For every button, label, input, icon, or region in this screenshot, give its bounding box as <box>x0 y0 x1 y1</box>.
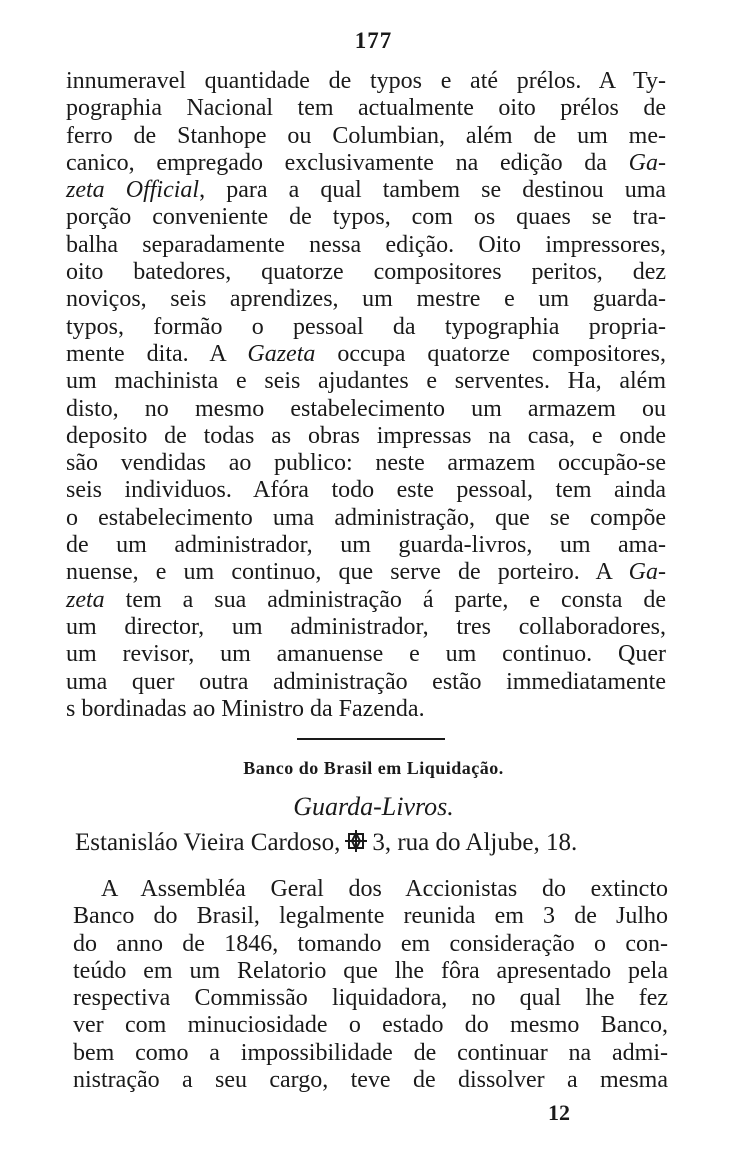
text-line: bem como a impossibilidade de continuar na admi- <box>73 1039 668 1066</box>
staff-entry <box>75 826 665 860</box>
entry-name: Estanisláo Vieira Cardoso, <box>75 829 341 856</box>
text-line: A Assembléa Geral dos Accionistas do extincto <box>101 876 668 902</box>
text-line: respectiva Commissão liquidadora, no qual lhe fez <box>73 985 668 1012</box>
text-line: um revisor, um amanuense e um continuo. Quer <box>66 641 666 668</box>
text-line: balha separadamente nessa edição. Oito impressores, <box>66 231 666 258</box>
section-subtitle: Guarda-Livros. <box>293 792 454 821</box>
text-line: teúdo em um Relatorio que lhe fôra apresentado pela <box>73 957 668 984</box>
text-line: Banco do Brasil, legalmente reunida em 3 de Julho <box>73 903 668 930</box>
text-line: ver com minuciosidade o estado do mesmo Banco, <box>73 1012 668 1039</box>
text-line: oito batedores, quatorze compositores peritos, dez <box>66 259 666 286</box>
order-cross-icon <box>344 829 368 853</box>
text-line: disto, no mesmo estabelecimento um armazem ou <box>66 395 666 422</box>
section-divider <box>297 738 445 740</box>
paragraph-typographia <box>66 68 666 723</box>
text-line: um machinista e seis ajudantes e serventes. Ha, além <box>66 368 666 395</box>
text-line: s bordinadas ao Ministro da Fazenda. <box>66 695 425 722</box>
text-line: são vendidas ao publico: neste armazem occupão-se <box>66 450 666 477</box>
text-line: zeta Official, para a qual tambem se destinou uma <box>66 177 667 204</box>
text-line: typos, formão o pessoal da typographia propria- <box>66 313 666 340</box>
text-line: uma quer outra administração estão immediatamente <box>66 668 666 695</box>
text-line: mente dita. A Gazeta occupa quatorze compositores, <box>66 340 666 367</box>
entry-address: 3, rua do Aljube, 18. <box>372 829 578 856</box>
section-title: Banco do Brasil em Liquidação. <box>243 758 504 778</box>
text-line: zeta tem a sua administração á parte, e consta de <box>66 586 666 613</box>
text-line: canico, empregado exclusivamente na edição da Ga- <box>66 149 666 176</box>
text-line: de um administrador, um guarda-livros, um ama- <box>66 532 666 559</box>
text-line: porção conveniente de typos, com os quaes se tra- <box>66 204 666 231</box>
text-line: o estabelecimento uma administração, que se compõe <box>66 504 666 531</box>
text-line: noviços, seis aprendizes, um mestre e um guarda- <box>66 286 666 313</box>
text-line: um director, um administrador, tres collaboradores, <box>66 613 666 640</box>
text-line: deposito de todas as obras impressas na casa, e onde <box>66 422 666 449</box>
signature-mark: 12 <box>548 1100 570 1125</box>
text-line: nuense, e um continuo, que serve de porteiro. A Ga- <box>66 559 666 586</box>
page-number: 177 <box>354 28 393 53</box>
text-line: seis individuos. Afóra todo este pessoal, tem ainda <box>66 477 666 504</box>
text-line: ferro de Stanhope ou Columbian, além de um me- <box>66 122 666 149</box>
paragraph-assembleia <box>73 876 668 1094</box>
text-line: nistração a seu cargo, teve de dissolver a mesma <box>73 1067 668 1094</box>
text-line: pographia Nacional tem actualmente oito prélos de <box>66 95 666 122</box>
text-line: innumeravel quantidade de typos e até prélos. A Ty- <box>66 68 666 94</box>
text-line: do anno de 1846, tomando em consideração o con- <box>73 930 668 957</box>
